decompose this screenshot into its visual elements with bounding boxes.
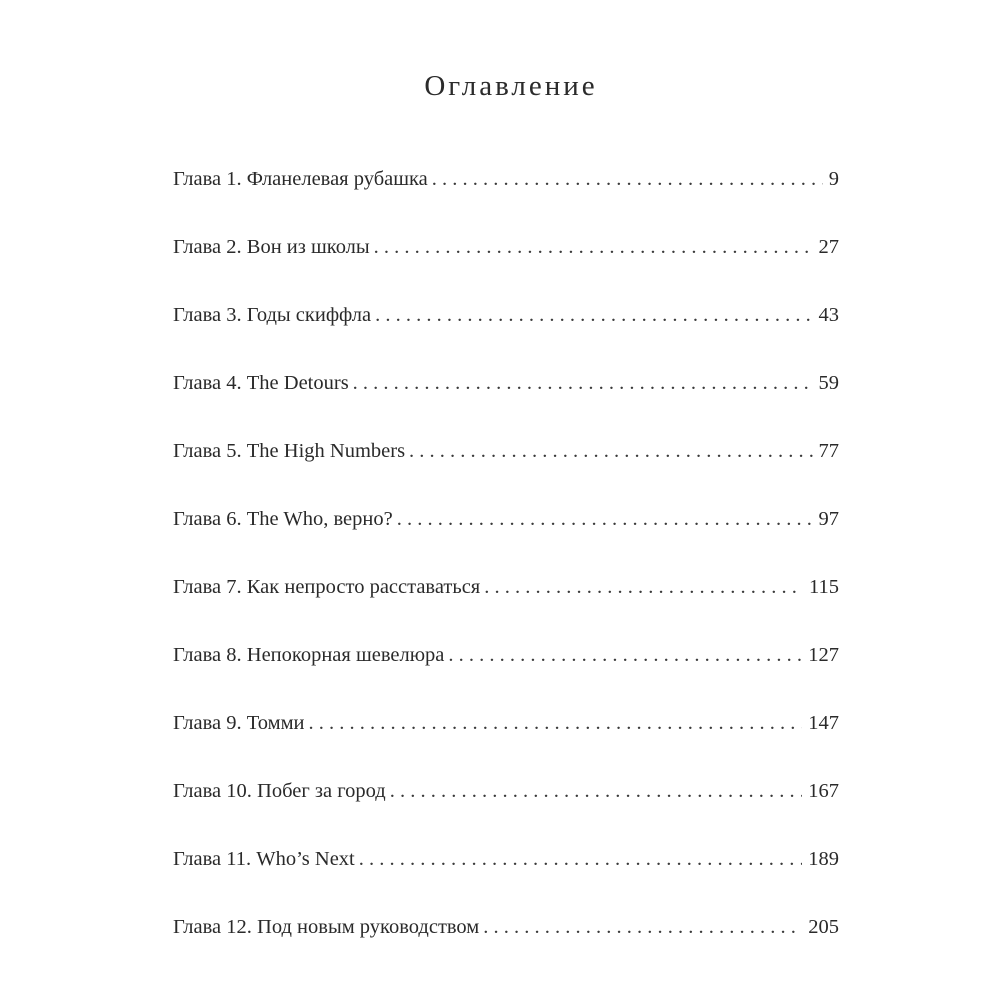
dot-leader <box>448 644 802 667</box>
toc-entry-label: Глава 3. Годы скиффла <box>173 304 372 326</box>
toc-entry <box>173 236 839 304</box>
toc-entry-label: Глава 6. The Who, верно? <box>173 508 393 530</box>
toc-entry-label: Глава 2. Вон из школы <box>173 236 370 258</box>
dot-leader <box>390 780 803 803</box>
toc-entry <box>173 508 839 576</box>
toc-entry <box>173 848 839 916</box>
dot-leader <box>309 712 803 735</box>
toc-entry-page: 9 <box>828 168 839 190</box>
dot-leader <box>397 508 813 531</box>
toc-list <box>173 168 839 984</box>
toc-entry-label: Глава 9. Томми <box>173 712 305 734</box>
toc-entry-label: Глава 4. The Detours <box>173 372 349 394</box>
dot-leader <box>409 440 812 463</box>
toc-entry <box>173 440 839 508</box>
toc-entry-page: 147 <box>808 712 839 734</box>
toc-entry <box>173 780 839 848</box>
toc-entry <box>173 576 839 644</box>
toc-entry-page: 77 <box>818 440 839 462</box>
toc-entry-page: 115 <box>809 576 839 598</box>
toc-entry-label: Глава 5. The High Numbers <box>173 440 406 462</box>
toc-entry <box>173 372 839 440</box>
dot-leader <box>432 168 823 191</box>
toc-entry <box>173 644 839 712</box>
dot-leader <box>484 576 803 599</box>
toc-entry-page: 205 <box>808 916 839 938</box>
toc-entry <box>173 916 839 984</box>
toc-entry-page: 59 <box>818 372 839 394</box>
toc-entry-label: Глава 11. Who’s Next <box>173 848 355 870</box>
dot-leader <box>374 236 813 259</box>
toc-entry-page: 189 <box>808 848 839 870</box>
toc-entry-label: Глава 10. Побег за город <box>173 780 386 802</box>
toc-entry-label: Глава 1. Фланелевая рубашка <box>173 168 428 190</box>
toc-entry-label: Глава 12. Под новым руководством <box>173 916 480 938</box>
toc-entry-page: 43 <box>818 304 839 326</box>
dot-leader <box>375 304 812 327</box>
toc-entry <box>173 304 839 372</box>
toc-entry-label: Глава 7. Как непросто расставаться <box>173 576 481 598</box>
toc-entry-page: 167 <box>808 780 839 802</box>
toc-entry-page: 27 <box>818 236 839 258</box>
toc-entry-page: 127 <box>808 644 839 666</box>
toc-entry <box>173 168 839 236</box>
toc-entry <box>173 712 839 780</box>
toc-entry-page: 97 <box>818 508 839 530</box>
dot-leader <box>359 848 802 871</box>
dot-leader <box>483 916 802 939</box>
toc-entry-label: Глава 8. Непокорная шевелюра <box>173 644 445 666</box>
dot-leader <box>353 372 813 395</box>
toc-title: Оглавление <box>424 70 598 102</box>
